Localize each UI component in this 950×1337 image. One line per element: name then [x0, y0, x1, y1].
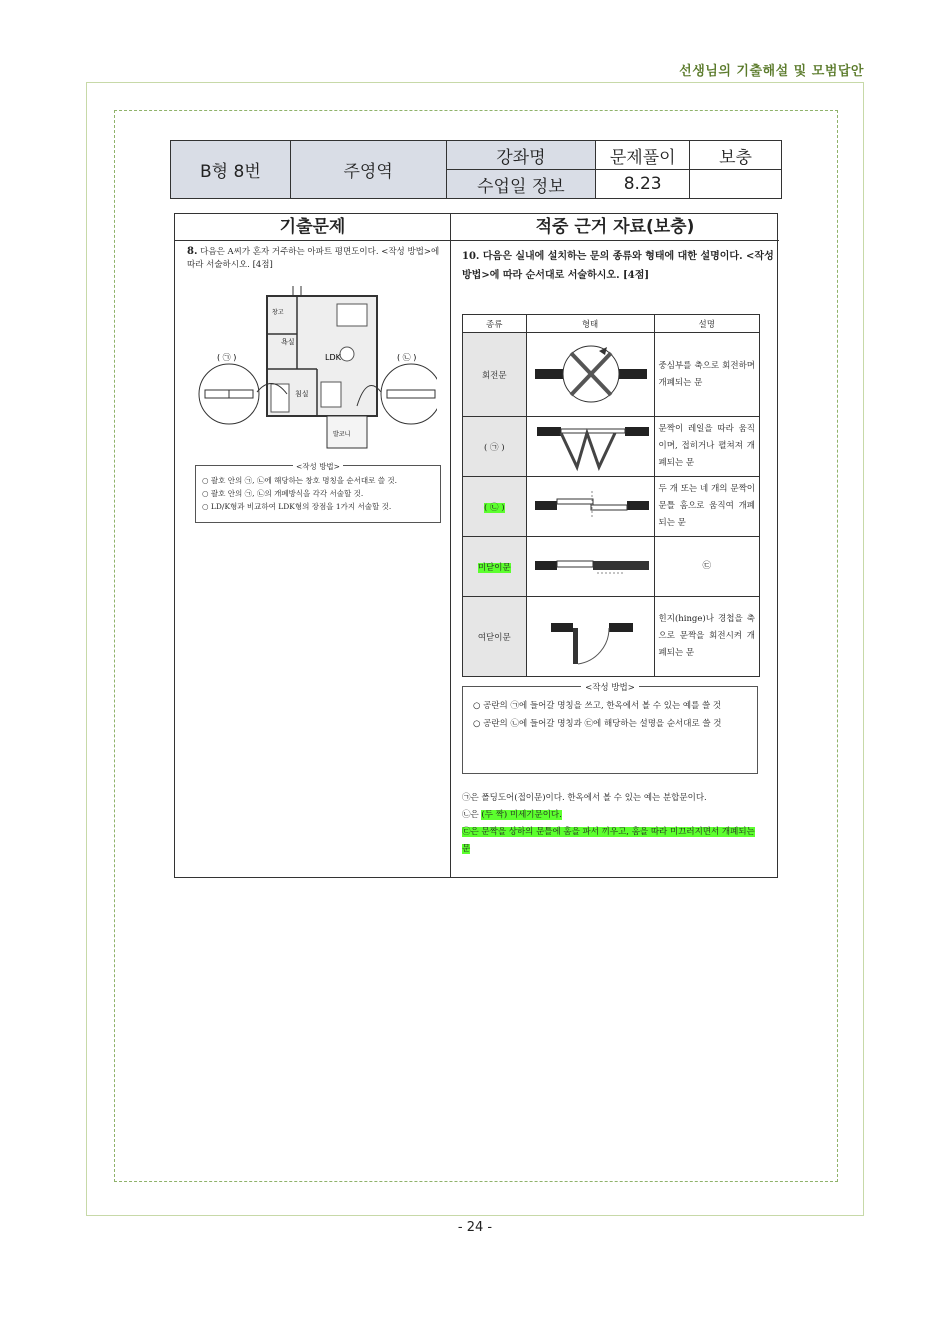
question-8-text — [187, 245, 445, 272]
type-number: B형 8번 — [171, 141, 291, 199]
page-number: - 24 - — [457, 1220, 493, 1235]
floor-plan-drawing — [197, 274, 437, 464]
floor-plan — [197, 274, 437, 464]
door-desc-sliding: ㉢ — [654, 537, 759, 597]
method-box-right — [462, 683, 758, 774]
method-title-right: <작성 방법> — [581, 683, 639, 693]
method-box-left — [195, 462, 441, 523]
model-answers — [462, 790, 764, 858]
method-item-left-2: ○ 괄호 안의 ㉠, ㉡의 개폐방식을 각각 서술할 것. — [202, 489, 364, 498]
door-form-revolving — [526, 333, 654, 417]
door-form-hinged — [526, 597, 654, 677]
answer-b — [462, 807, 764, 824]
date-value: 8.23 — [596, 170, 690, 199]
door-form-folding — [526, 417, 654, 477]
question-8-body: 다음은 A씨가 혼자 거주하는 아파트 평면도이다. <작성 방법>에 따라 서술하시오. [4점] — [187, 247, 440, 270]
left-column-header: 기출문제 — [175, 214, 450, 241]
column-divider — [450, 214, 451, 877]
answer-a: ㉠은 폴딩도어(접이문)이다. 한옥에서 볼 수 있는 예는 분합문이다. — [462, 793, 707, 803]
method-item-right-1: ○ 공란의 ㉠에 들어갈 명칭을 쓰고, 한옥에서 볼 수 있는 예를 쓸 것 — [473, 701, 722, 711]
door-form-sliding-double — [526, 477, 654, 537]
door-types-table — [462, 314, 760, 677]
answer-b-prefix: ㉡은 — [462, 810, 479, 820]
area-name: 주영역 — [290, 141, 446, 199]
date-label: 수업일 정보 — [446, 170, 596, 199]
answer-b-highlight: (두 짝) 미세기문이다. — [481, 810, 562, 820]
plan-room-label: 침실 — [295, 390, 309, 398]
plan-label-b: ( ㉡ ) — [397, 353, 417, 362]
plan-balcony-label: 발코니 — [333, 431, 351, 438]
supplement-value — [690, 170, 782, 199]
right-column-header: 적중 근거 자료(보충) — [451, 214, 779, 241]
door-desc-revolving: 중심부를 축으로 회전하며 개폐되는 문 — [654, 333, 759, 417]
main-comparison-box — [174, 213, 778, 878]
door-kind-revolving: 회전문 — [463, 333, 527, 417]
door-header-desc: 설명 — [654, 315, 759, 333]
question-8-number: 8. — [187, 246, 198, 257]
door-desc-b: 두 개 또는 네 개의 문짝이 문틀 홈으로 움직여 개폐되는 문 — [654, 477, 759, 537]
door-kind-hinged: 여닫이문 — [463, 597, 527, 677]
supplement-label: 보충 — [690, 141, 782, 170]
lecture-info-table — [170, 140, 782, 199]
method-item-left-1: ○ 괄호 안의 ㉠, ㉡에 해당하는 창호 명칭을 순서대로 쓸 것. — [202, 476, 398, 485]
door-header-form: 형태 — [526, 315, 654, 333]
door-kind-b: ( ㉡ ) — [463, 477, 527, 537]
door-desc-a: 문짝이 레일을 따라 움직이며, 접히거나 펼쳐져 개폐되는 문 — [654, 417, 759, 477]
running-header: 선생님의 기출해설 및 모범답안 — [679, 64, 864, 79]
door-header-kind: 종류 — [463, 315, 527, 333]
plan-ldk-label: LDK — [325, 353, 341, 362]
door-form-sliding — [526, 537, 654, 597]
lecture-label: 강좌명 — [446, 141, 596, 170]
door-desc-hinged: 힌지(hinge)나 경첩을 축으로 문짝을 회전시켜 개폐되는 문 — [654, 597, 759, 677]
plan-label-a: ( ㉠ ) — [217, 353, 237, 362]
answer-c: ㉢은 문짝을 상하의 문틀에 홈을 파서 끼우고, 홈을 따라 미끄러지면서 개폐되는 문 — [462, 827, 755, 854]
method-title-left: <작성 방법> — [293, 462, 343, 471]
door-kind-sliding: 미닫이문 — [463, 537, 527, 597]
question-10-text: 10. 다음은 실내에 설치하는 문의 종류와 형태에 대한 설명이다. <작성 방법>에 따라 순서대로 서술하시오. [4점] — [462, 251, 774, 281]
door-kind-a: ( ㉠ ) — [463, 417, 527, 477]
plan-storage-label: 창고 — [272, 309, 284, 316]
lecture-value: 문제풀이 — [596, 141, 690, 170]
method-item-left-3: ○ LD/K형과 비교하여 LDK형의 장점을 1가지 서술할 것. — [202, 502, 392, 511]
method-item-right-2: ○ 공란의 ㉡에 들어갈 명칭과 ㉢에 해당하는 설명을 순서대로 쓸 것 — [473, 719, 722, 729]
plan-bath-label: 욕실 — [281, 338, 295, 346]
